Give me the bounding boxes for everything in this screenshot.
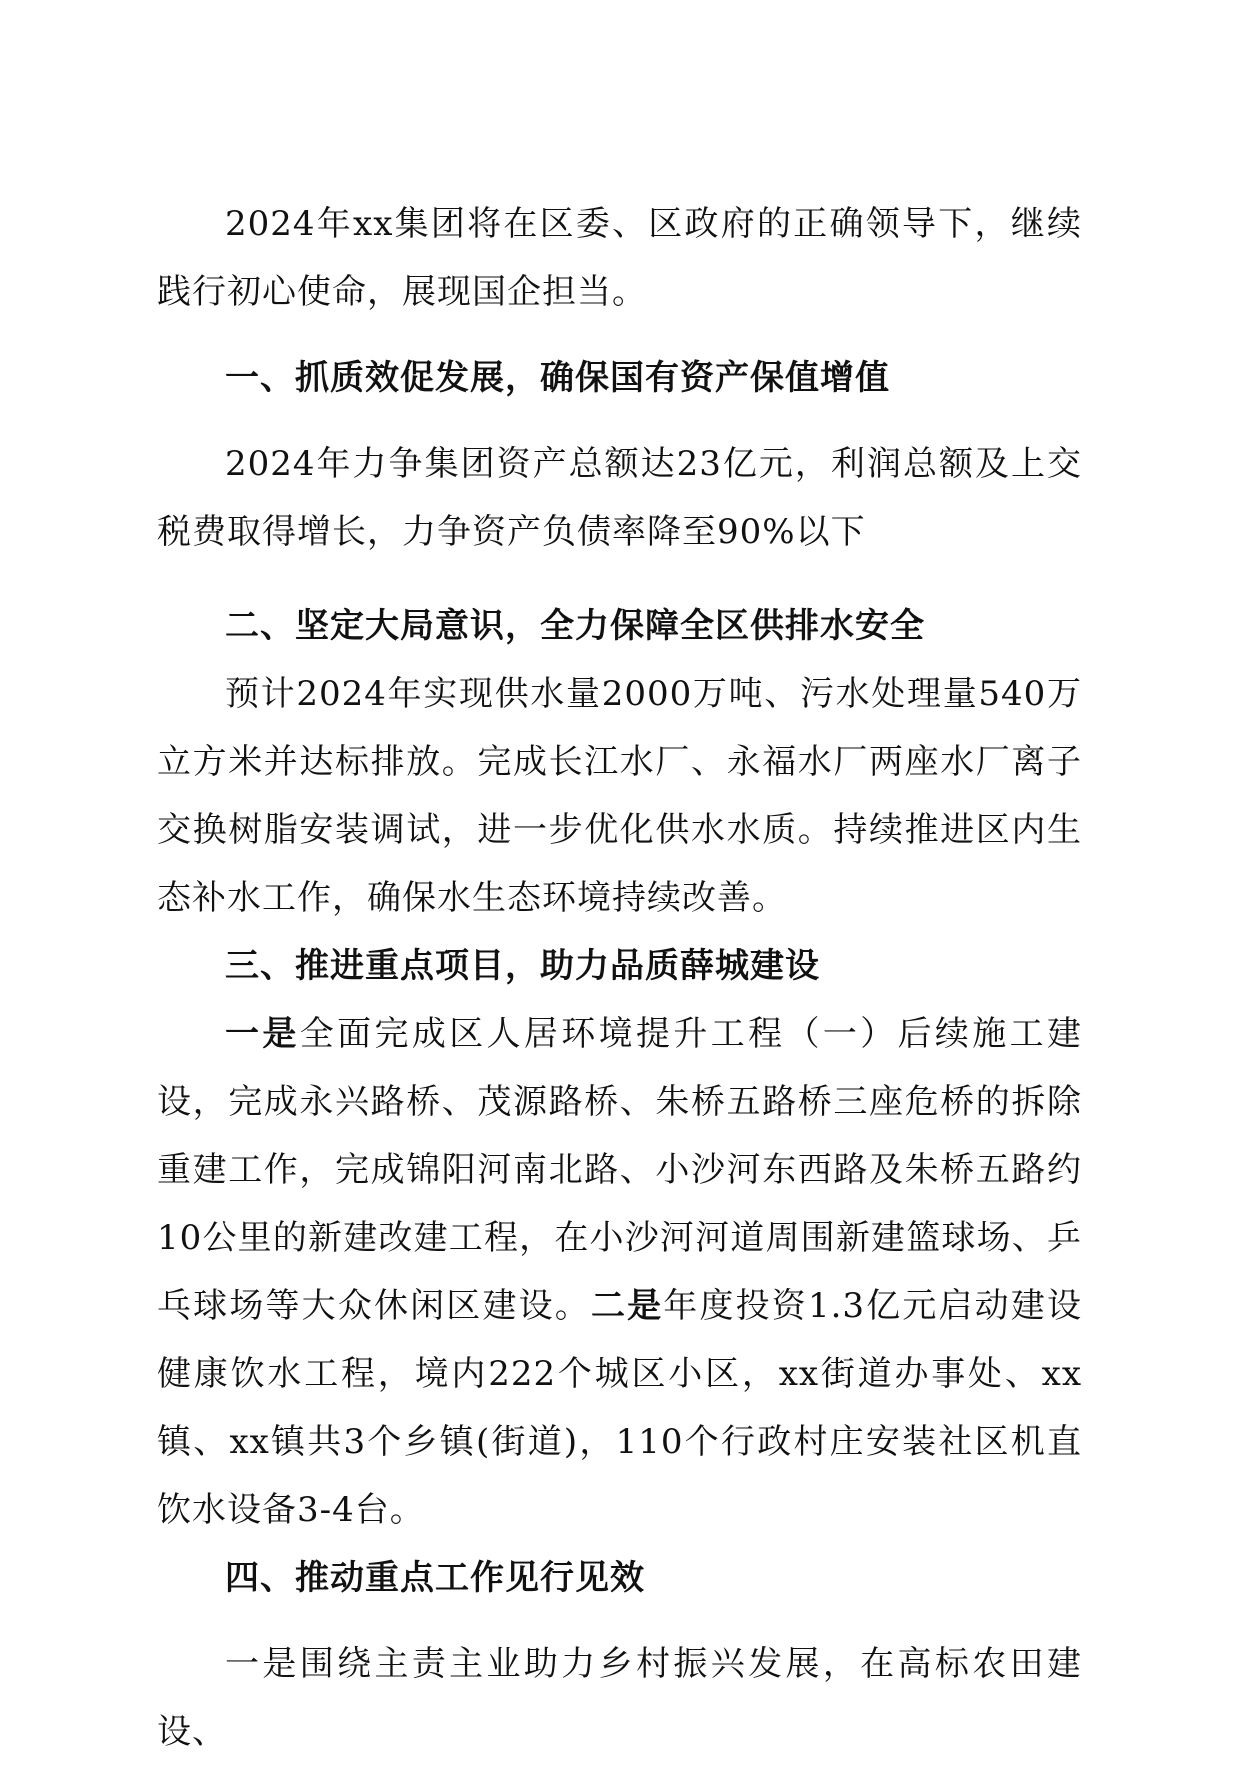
spacer xyxy=(157,1612,1082,1630)
intro-paragraph: 2024年xx集团将在区委、区政府的正确领导下，继续践行初心使命，展现国企担当。 xyxy=(157,204,1082,312)
section-1-body: 2024年力争集团资产总额达23亿元，利润总额及上交税费取得增长，力争资产负债率降至90%以下 xyxy=(157,444,1082,552)
section-4-body: 一是围绕主责主业助力乡村振兴发展，在高标农田建设、 xyxy=(157,1644,1082,1752)
item-1-label: 一是 xyxy=(225,1014,300,1054)
spacer xyxy=(157,326,1082,344)
section-3-body xyxy=(157,1000,1082,1544)
spacer xyxy=(157,566,1082,592)
spacer xyxy=(157,412,1082,430)
section-4-heading: 四、推动重点工作见行见效 xyxy=(225,1558,645,1598)
section-2-body: 预计2024年实现供水量2000万吨、污水处理量540万立方米并达标排放。完成长江水厂、永福水厂两座水厂离子交换树脂安装调试，进一步优化供水水质。持续推进区内生态补水工作，确保水生态环境持续改善。 xyxy=(157,674,1082,918)
section-1-heading: 一、抓质效促发展，确保国有资产保值增值 xyxy=(225,358,890,398)
section-2-heading: 二、坚定大局意识，全力保障全区供排水安全 xyxy=(225,606,925,646)
document-page xyxy=(157,190,1082,1766)
item-2-text: 年度投资1.3亿元启动建设健康饮水工程，境内222个城区小区，xx街道办事处、xx镇、xx镇共3个乡镇(街道)，110个行政村庄安装社区机直饮水设备3-4台。 xyxy=(157,1286,1083,1530)
item-1-text: 全面完成区人居环境提升工程（一）后续施工建设，完成永兴路桥、茂源路桥、朱桥五路桥三座危桥的拆除重建工作，完成锦阳河南北路、小沙河东西路及朱桥五路约10公里的新建改建工程，在小沙河河道周围新建篮球场、乒乓球场等大众休闲区建设。 xyxy=(157,1014,1083,1326)
item-2-label: 二是 xyxy=(590,1286,664,1326)
section-3-heading: 三、推进重点项目，助力品质薛城建设 xyxy=(225,946,820,986)
